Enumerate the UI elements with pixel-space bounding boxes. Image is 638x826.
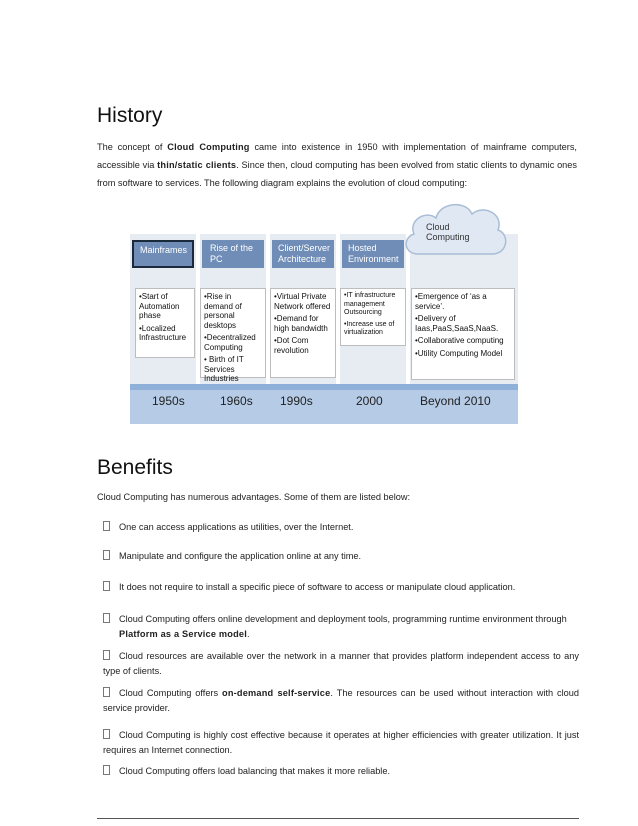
benefit-item: Cloud Computing offers load balancing that makes it more reliable. (103, 764, 579, 779)
benefit-item: Manipulate and configure the application online at any time. (103, 549, 579, 564)
bullet-box-icon (103, 687, 110, 697)
bullet-box-icon (103, 765, 110, 775)
card-item: •Delivery of Iaas,PaaS,SaaS,NaaS. (415, 314, 499, 333)
history-heading: History (97, 104, 163, 127)
footer-rule (97, 818, 579, 819)
header-client-server: Client/Server Architecture (272, 240, 334, 268)
benefits-intro: Cloud Computing has numerous advantages. Some of them are listed below: (97, 492, 411, 502)
card-cloud-computing (411, 288, 515, 380)
card-item: •Increase use of virtualization (344, 320, 395, 336)
card-item: •Emergence of ‘as a service’. (415, 292, 487, 311)
card-hosted-environment (340, 288, 406, 346)
history-text-3: . Since then, cloud computing has been evolved from static clients to dynamic ones from software to services. The following diagram explains the evolution of cloud computing: (97, 160, 577, 188)
year-beyond-2010: Beyond 2010 (420, 394, 491, 408)
year-1950s: 1950s (152, 394, 185, 408)
cloud-computing-label: Cloud Computing (426, 222, 470, 242)
bullet-box-icon (103, 581, 110, 591)
history-text-1: The concept of (97, 142, 168, 152)
thin-clients-term: thin/static clients (157, 160, 237, 170)
header-hosted-environment: Hosted Environment (342, 240, 404, 268)
card-item: •Demand for high bandwidth (274, 314, 328, 333)
benefit-item: Cloud resources are available over the network in a manner that provides platform independent access to any type of clients. (103, 651, 579, 676)
header-mainframes: Mainframes (132, 240, 194, 268)
card-item: •Localized Infrastructure (139, 323, 187, 342)
card-item: •Start of Automation phase (139, 292, 180, 320)
year-1990s: 1990s (280, 394, 313, 408)
card-client-server (270, 288, 336, 378)
bullet-box-icon (103, 650, 110, 660)
header-rise-of-pc: Rise of the PC (202, 240, 264, 268)
benefit-item: Cloud Computing is highly cost effective because it operates at higher efficiencies with greater utilization. It just requires an Internet connection. (103, 730, 579, 755)
history-paragraph (97, 138, 577, 192)
bullet-box-icon (103, 550, 110, 560)
benefits-heading: Benefits (97, 456, 173, 479)
bullet-box-icon (103, 521, 110, 531)
card-item: •Dot Com revolution (274, 336, 309, 355)
card-item: •Rise in demand of personal desktops (204, 292, 242, 330)
bullet-box-icon (103, 729, 110, 739)
benefit-item: Cloud Computing offers online development and deployment tools, programming runtime environment through Platform as a Service model. (103, 612, 579, 642)
card-rise-of-pc (200, 288, 266, 383)
card-mainframes (135, 288, 195, 358)
history-text-2: came into existence in 1950 with implementation of mainframe computers, accessible via (97, 142, 577, 170)
year-2000: 2000 (356, 394, 383, 408)
card-item: •Virtual Private Network offered (274, 292, 331, 311)
cloud-evolution-diagram (130, 196, 520, 436)
bullet-box-icon (103, 613, 110, 623)
benefit-item: It does not require to install a specific piece of software to access or manipulate cloud application. (103, 580, 579, 595)
card-item: • Birth of IT Services Industries (204, 355, 244, 383)
cloud-computing-term: Cloud Computing (167, 142, 250, 152)
card-item: •Decentralized Computing (204, 333, 256, 352)
card-item: •Collaborative computing (415, 336, 504, 345)
card-item: •Utility Computing Model (415, 348, 503, 358)
benefit-item: One can access applications as utilities, over the Internet. (103, 520, 579, 535)
card-item: •IT infrastructure management Outsourcing (344, 292, 396, 316)
year-1960s: 1960s (220, 394, 253, 408)
benefit-item: Cloud Computing offers on-demand self-service. The resources can be used without interaction with cloud service provider. (103, 688, 580, 713)
self-service-term: on-demand self-service (222, 688, 331, 698)
paas-term: Platform as a Service model (119, 629, 247, 639)
